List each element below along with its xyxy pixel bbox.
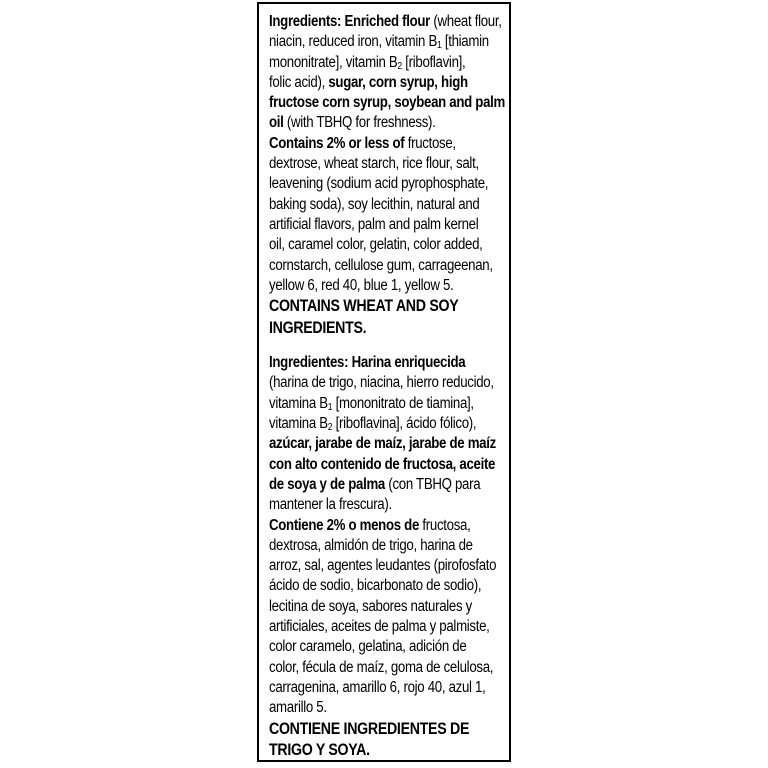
text-segment: cornstarch, cellulose gum, carrageenan, <box>269 256 493 274</box>
ingredient-line <box>269 597 501 617</box>
ingredient-line <box>269 637 501 657</box>
ingredient-line <box>269 698 501 718</box>
bold-text: Ingredients: Enriched flour <box>269 13 431 30</box>
ingredient-line <box>269 215 501 235</box>
text-segment: mantener la frescura). <box>269 496 392 514</box>
allergen-line: CONTAINS WHEAT AND SOY <box>269 297 459 316</box>
text-segment: vitamina B <box>269 394 328 412</box>
text-segment: (con TBHQ para <box>384 475 481 493</box>
ingredient-line <box>269 678 501 698</box>
spanish-allergen-statement <box>269 719 501 762</box>
bold-text: azúcar, jarabe de maíz, jarabe de maíz <box>269 435 496 453</box>
text-segment: dextrose, wheat starch, rice flour, salt, <box>269 155 479 173</box>
ingredient-line <box>269 113 501 133</box>
ingredient-line <box>269 434 501 454</box>
ingredient-line <box>269 516 501 536</box>
ingredient-line <box>269 12 501 32</box>
text-segment: (with TBHQ for freshness). <box>283 114 436 132</box>
ingredient-line <box>269 174 501 194</box>
ingredient-line <box>269 53 501 73</box>
ingredient-line <box>269 556 501 576</box>
text-segment: artificial flavors, palm and palm kernel <box>269 215 479 233</box>
ingredient-line <box>269 495 501 515</box>
ingredient-line <box>269 536 501 556</box>
text-segment: [thiamin <box>441 33 489 51</box>
text-segment: color, fécula de maíz, goma de celulosa, <box>269 658 494 676</box>
text-segment: dextrosa, almidón de trigo, harina de <box>269 536 473 554</box>
text-segment: fructose, <box>404 134 456 152</box>
ingredient-line <box>269 617 501 637</box>
ingredient-line <box>269 455 501 475</box>
ingredient-line <box>269 394 501 414</box>
allergen-line: CONTIENE INGREDIENTES DE <box>269 719 470 738</box>
ingredient-line <box>269 256 501 276</box>
ingredient-line <box>269 32 501 52</box>
ingredient-line <box>269 235 501 255</box>
text-segment: yellow 6, red 40, blue 1, yellow 5. <box>269 276 454 294</box>
text-segment: arroz, sal, agentes leudantes (pirofosfato <box>269 557 497 575</box>
ingredients-spanish <box>269 353 501 761</box>
ingredient-line <box>269 576 501 596</box>
bold-text: Ingredientes: Harina enriquecida <box>269 354 466 372</box>
subscript-text: 2 <box>397 60 402 72</box>
text-segment: (harina de trigo, niacina, hierro reducido, <box>269 374 494 392</box>
text-segment: [mononitrato de tiamina], <box>332 394 474 412</box>
ingredients-panel <box>257 2 511 762</box>
ingredient-line <box>269 134 501 154</box>
text-segment: vitamina B <box>269 415 328 433</box>
ingredient-line <box>269 414 501 434</box>
bold-text: sugar, corn syrup, high <box>328 73 468 91</box>
ingredient-line <box>269 658 501 678</box>
bold-text: Contains 2% or less of <box>269 134 405 152</box>
subscript-text: 1 <box>327 401 333 413</box>
text-segment: lecitina de soya, sabores naturales y <box>269 597 472 615</box>
text-segment: [riboflavina], ácido fólico), <box>332 415 477 433</box>
text-segment: (wheat flour, <box>430 13 502 30</box>
ingredient-line <box>269 353 501 373</box>
text-segment: [riboflavin], <box>401 53 466 71</box>
bold-text: de soya y de palma <box>269 475 385 493</box>
text-segment: folic acid), <box>269 73 329 91</box>
bold-text: con alto contenido de fructosa, aceite <box>269 455 496 473</box>
ingredient-line <box>269 475 501 495</box>
subscript-text: 2 <box>327 422 333 434</box>
ingredient-line <box>269 93 506 113</box>
english-allergen-statement <box>269 296 501 339</box>
text-segment: carragenina, amarillo 6, rojo 40, azul 1, <box>269 678 486 696</box>
ingredients-english <box>269 12 506 339</box>
subscript-text: 1 <box>436 40 442 52</box>
text-segment: leavening (sodium acid pyrophosphate, <box>269 175 489 193</box>
english-ingredient-lines <box>269 12 506 296</box>
text-segment: baking soda), soy lecithin, natural and <box>269 195 480 213</box>
bold-text: Contiene 2% o menos de <box>269 516 420 534</box>
ingredient-line <box>269 154 501 174</box>
text-segment: fructosa, <box>419 516 471 534</box>
ingredient-line <box>269 73 501 93</box>
text-segment: mononitrate], vitamin B <box>269 53 398 71</box>
allergen-line: INGREDIENTS. <box>269 318 367 337</box>
bold-text: oil <box>269 114 284 132</box>
spanish-ingredient-lines <box>269 353 501 718</box>
text-segment: artificiales, aceites de palma y palmiste, <box>269 618 490 636</box>
ingredient-line <box>269 276 501 296</box>
allergen-line: TRIGO Y SOYA. <box>269 741 370 759</box>
bold-text: fructose corn syrup, soybean and palm <box>269 94 506 112</box>
ingredient-line <box>269 373 501 393</box>
text-segment: ácido de sodio, bicarbonato de sodio), <box>269 577 482 595</box>
ingredient-line <box>269 195 501 215</box>
text-segment: color caramelo, gelatina, adición de <box>269 638 467 656</box>
text-segment: oil, caramel color, gelatin, color added, <box>269 236 483 254</box>
text-segment: amarillo 5. <box>269 699 327 717</box>
text-segment: niacin, reduced iron, vitamin B <box>269 33 437 51</box>
